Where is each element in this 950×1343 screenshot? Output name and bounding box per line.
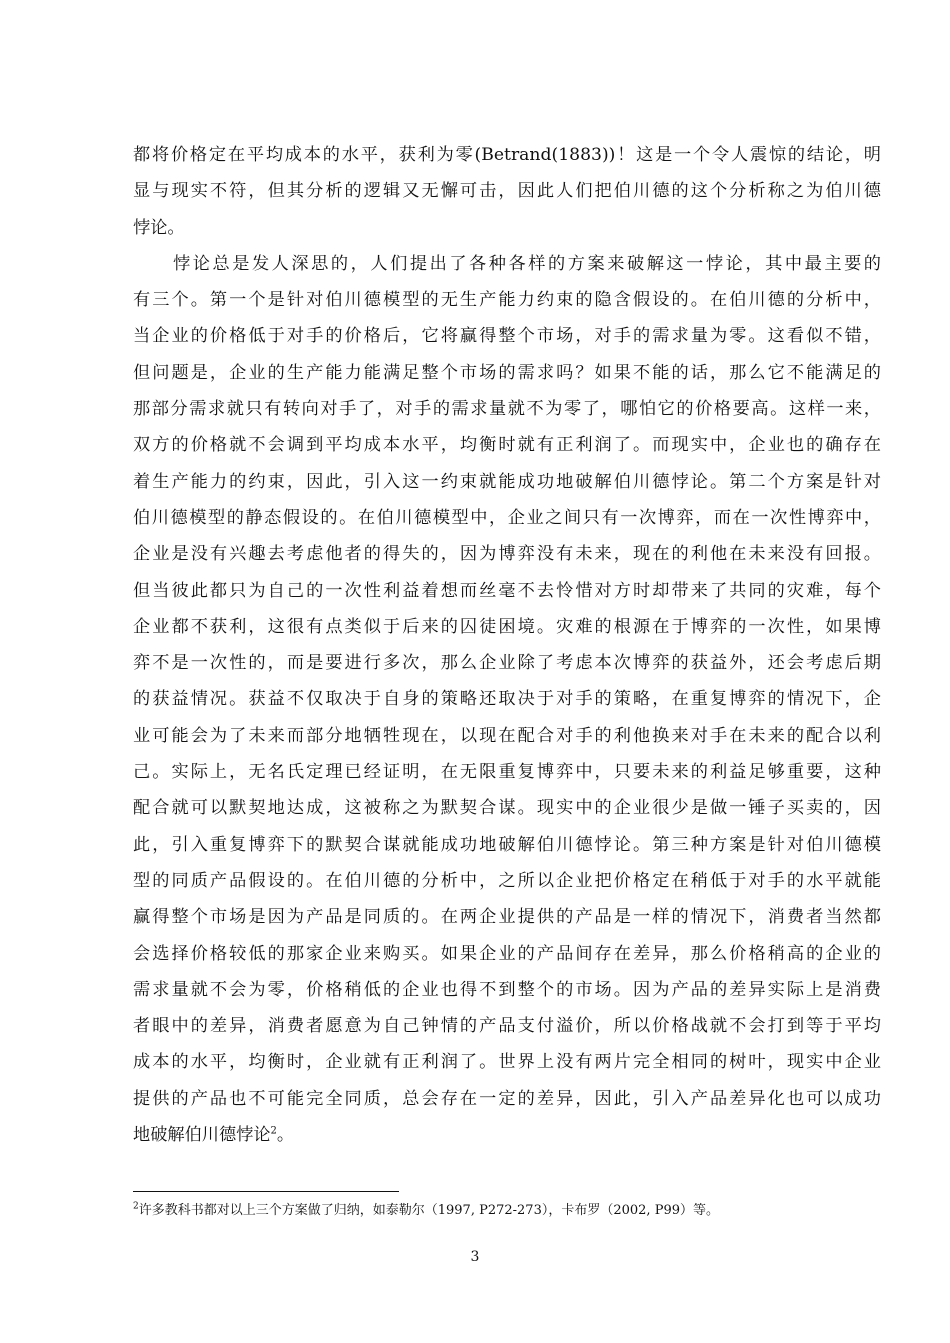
text-line: 型的同质产品假设的。在伯川德的分析中，之所以企业把价格定在稍低于对手的水平就能: [133, 870, 881, 891]
text-line: 悖论。: [133, 217, 185, 238]
text-line: 者眼中的差异，消费者愿意为自己钟情的产品支付溢价，所以价格战就不会打到等于平均: [133, 1016, 881, 1037]
footnote: [133, 1201, 881, 1221]
text-line: 会选择价格较低的那家企业来购买。如果企业的产品间存在差异，那么价格稍高的企业的: [133, 943, 881, 964]
text-line: 显与现实不符，但其分析的逻辑又无懈可击，因此人们把伯川德的这个分析称之为伯川德: [133, 181, 881, 202]
text-line-content: 地破解伯川德悖论: [133, 1125, 271, 1146]
text-line: 赢得整个市场是因为产品是同质的。在两企业提供的产品是一样的情况下，消费者当然都: [133, 907, 881, 928]
paragraph-2: [133, 246, 881, 1153]
footnote-divider: [133, 1191, 399, 1192]
text-line: 企业是没有兴趣去考虑他者的得失的，因为博弈没有未来，现在的利他在未来没有回报。: [133, 544, 881, 565]
text-line: 但当彼此都只为自己的一次性利益着想而丝毫不去怜惜对方时却带来了共同的灾难，每个: [133, 580, 881, 601]
text-line: 都将价格定在平均成本的水平，获利为零(Betrand(1883))！这是一个令人震惊的结论，明: [133, 145, 881, 165]
body-text: [133, 137, 881, 1153]
text-line: 那部分需求就只有转向对手了，对手的需求量就不为零了，哪怕它的价格要高。这样一来，: [133, 399, 881, 420]
text-line: 配合就可以默契地达成，这被称之为默契合谋。现实中的企业很少是做一锤子买卖的，因: [133, 798, 881, 819]
text-line: 伯川德模型的静态假设的。在伯川德模型中，企业之间只有一次博弈，而在一次性博弈中，: [133, 507, 881, 528]
text-line: 弈不是一次性的，而是要进行多次，那么企业除了考虑本次博弈的获益外，还会考虑后期: [133, 653, 881, 674]
footnote-text: 许多教科书都对以上三个方案做了归纳，如泰勒尔（1997, P272-273），卡布罗（2002, P99）等。: [138, 1203, 719, 1218]
text-line: 的获益情况。获益不仅取决于自身的策略还取决于对手的策略，在重复博弈的情况下，企: [133, 689, 881, 710]
text-line-last: [133, 1117, 881, 1153]
footnote-reference[interactable]: 2: [270, 1125, 277, 1137]
text-line: 双方的价格就不会调到平均成本水平，均衡时就有正利润了。而现实中，企业也的确存在: [133, 435, 881, 456]
text-line: 着生产能力的约束，因此，引入这一约束就能成功地破解伯川德悖论。第二个方案是针对: [133, 471, 881, 492]
text-line: 需求量就不会为零，价格稍低的企业也得不到整个的市场。因为产品的差异实际上是消费: [133, 979, 881, 1000]
text-line: 成本的水平，均衡时，企业就有正利润了。世界上没有两片完全相同的树叶，现实中企业: [133, 1052, 881, 1073]
sentence-end: 。: [276, 1125, 295, 1146]
text-line: 此，引入重复博弈下的默契合谋就能成功地破解伯川德悖论。第三种方案是针对伯川德模: [133, 834, 881, 855]
text-line: 己。实际上，无名氏定理已经证明，在无限重复博弈中，只要未来的利益足够重要，这种: [133, 762, 881, 783]
text-line: 当企业的价格低于对手的价格后，它将赢得整个市场，对手的需求量为零。这看似不错，: [133, 326, 881, 347]
page-number: 3: [470, 1249, 480, 1265]
footnote-marker: 2: [133, 1201, 139, 1212]
text-line: 悖论总是发人深思的，人们提出了各种各样的方案来破解这一悖论，其中最主要的: [173, 253, 881, 274]
text-line: 企业都不获利，这很有点类似于后来的囚徒困境。灾难的根源在于博弈的一次性，如果博: [133, 616, 881, 637]
text-line: 提供的产品也不可能完全同质，总会存在一定的差异，因此，引入产品差异化也可以成功: [133, 1088, 881, 1109]
paragraph-1: [133, 137, 881, 246]
text-line: 业可能会为了未来而部分地牺牲现在，以现在配合对手的利他换来对手在未来的配合以利: [133, 725, 881, 746]
text-line: 但问题是，企业的生产能力能满足整个市场的需求吗？如果不能的话，那么它不能满足的: [133, 362, 881, 383]
text-line: 有三个。第一个是针对伯川德模型的无生产能力约束的隐含假设的。在伯川德的分析中，: [133, 290, 881, 311]
